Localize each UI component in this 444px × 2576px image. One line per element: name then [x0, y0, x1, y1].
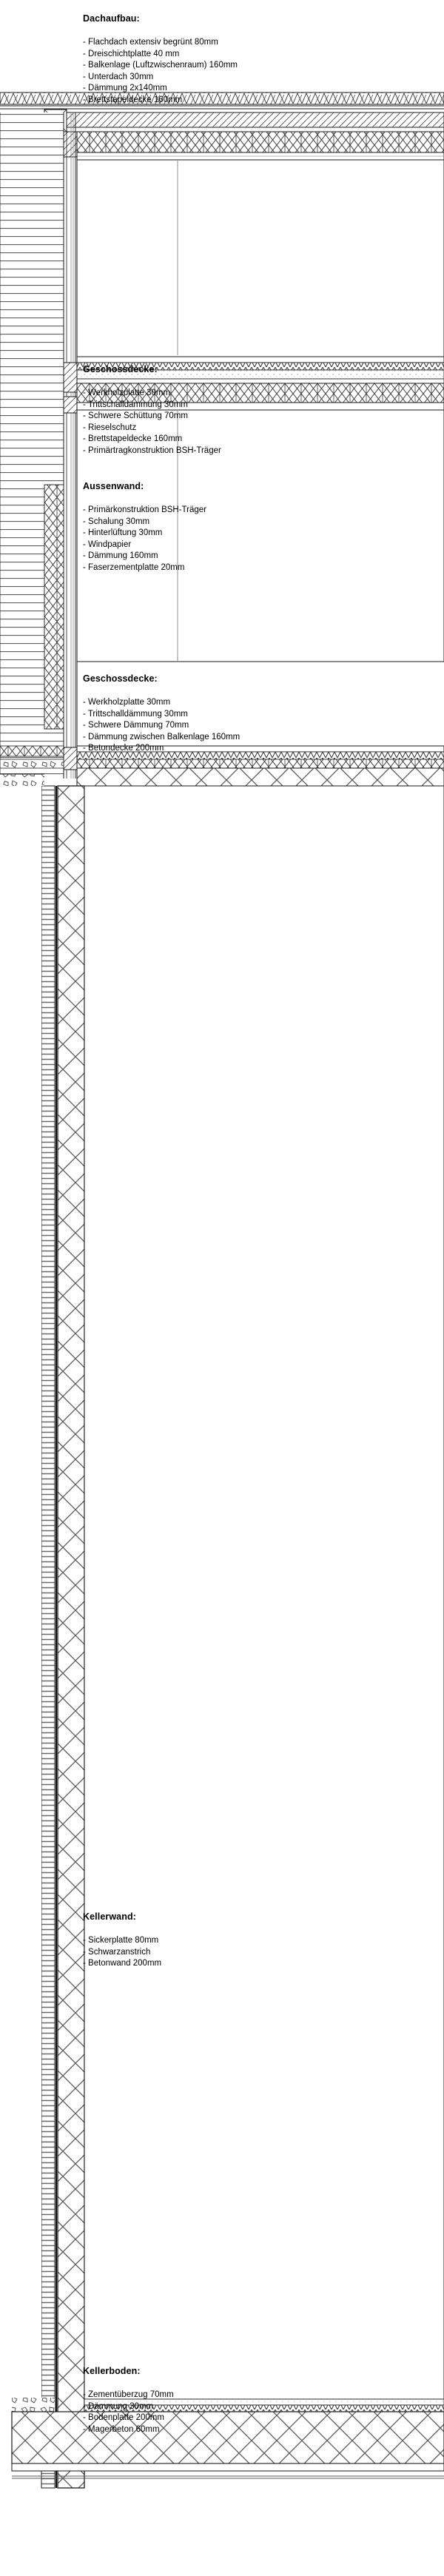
- layer-item: - Hinterlüftung 30mm: [83, 528, 163, 538]
- layer-item: - Windpapier: [83, 539, 132, 549]
- wall-insulation: [44, 485, 64, 729]
- layer-item: - Werkholzplatte 30mm: [83, 698, 171, 707]
- layer-item: - Betonwand 200mm: [83, 1959, 162, 1968]
- layer-item: - Dämmung zwischen Balkenlage 160mm: [83, 732, 240, 741]
- layer-item: - Flachdach extensiv begrünt 80mm: [83, 38, 218, 47]
- layer-item: - Primärkonstruktion BSH-Träger: [83, 505, 207, 514]
- note-layer-list: [83, 1935, 161, 1970]
- layer-item: - Schwarzanstrich: [83, 1947, 151, 1957]
- layer-item: - Schwere Schüttung 70mm: [83, 411, 188, 421]
- layer-item: - Brettstapeldecke 160mm: [83, 95, 183, 104]
- layer-item: - Unterdach 30mm: [83, 72, 154, 81]
- layer-item: - Brettstapeldecke 160mm: [83, 434, 183, 444]
- note-geschossdecke-1: [83, 364, 221, 457]
- layer-item: - Schwere Dämmung 70mm: [83, 721, 189, 730]
- layer-item: - Dämmung 160mm: [83, 551, 158, 561]
- upper-room: [77, 160, 444, 357]
- note-layer-list: [83, 505, 206, 574]
- layer-item: - Balkenlage (Luftzwischenraum) 160mm: [83, 61, 238, 70]
- layer-item: - Dämmung 30mm: [83, 2401, 154, 2411]
- note-geschossdecke-2: [83, 673, 240, 755]
- note-kellerwand: [83, 1911, 161, 1970]
- layer-item: - Bodenplatte 200mm: [83, 2413, 164, 2423]
- layer-item: - Rieselschutz: [83, 423, 137, 432]
- exterior-wall-upper: [0, 112, 77, 778]
- note-layer-list: [83, 37, 238, 107]
- note-heading: Aussenwand:: [83, 481, 144, 491]
- layer-item: - Faserzementplatte 20mm: [83, 562, 185, 572]
- note-heading: Geschossdecke:: [83, 673, 158, 684]
- note-layer-list: [83, 2390, 174, 2435]
- layer-item: - Magerbeton 60mm: [83, 2424, 160, 2434]
- note-dachaufbau: [83, 13, 238, 107]
- layer-item: - Sickerplatte 80mm: [83, 1936, 159, 1945]
- note-heading: Kellerboden:: [83, 2366, 141, 2376]
- layer-item: - Trittschalldämmung 30mm: [83, 709, 188, 719]
- layer-item: - Dreischichtplatte 40 mm: [83, 49, 180, 58]
- layer-item: - Trittschalldämmung 30mm: [83, 400, 188, 409]
- layer-item: - Primärtragkonstruktion BSH-Träger: [83, 445, 221, 455]
- note-heading: Geschossdecke:: [83, 364, 158, 374]
- layer-item: - Betondecke 200mm: [83, 744, 164, 753]
- note-kellerboden: [83, 2366, 174, 2435]
- layer-item: - Schalung 30mm: [83, 517, 150, 526]
- note-heading: Kellerwand:: [83, 1911, 136, 1922]
- layer-item: - Zementüberzug 70mm: [83, 2390, 174, 2399]
- note-heading: Dachaufbau:: [83, 13, 140, 24]
- layer-item: - Dämmung 2x140mm: [83, 84, 167, 93]
- note-layer-list: [83, 697, 240, 755]
- note-layer-list: [83, 388, 221, 457]
- note-aussenwand: [83, 481, 206, 574]
- layer-item: - Werkholzplatte 30mm: [83, 389, 171, 397]
- basement: [0, 774, 444, 2488]
